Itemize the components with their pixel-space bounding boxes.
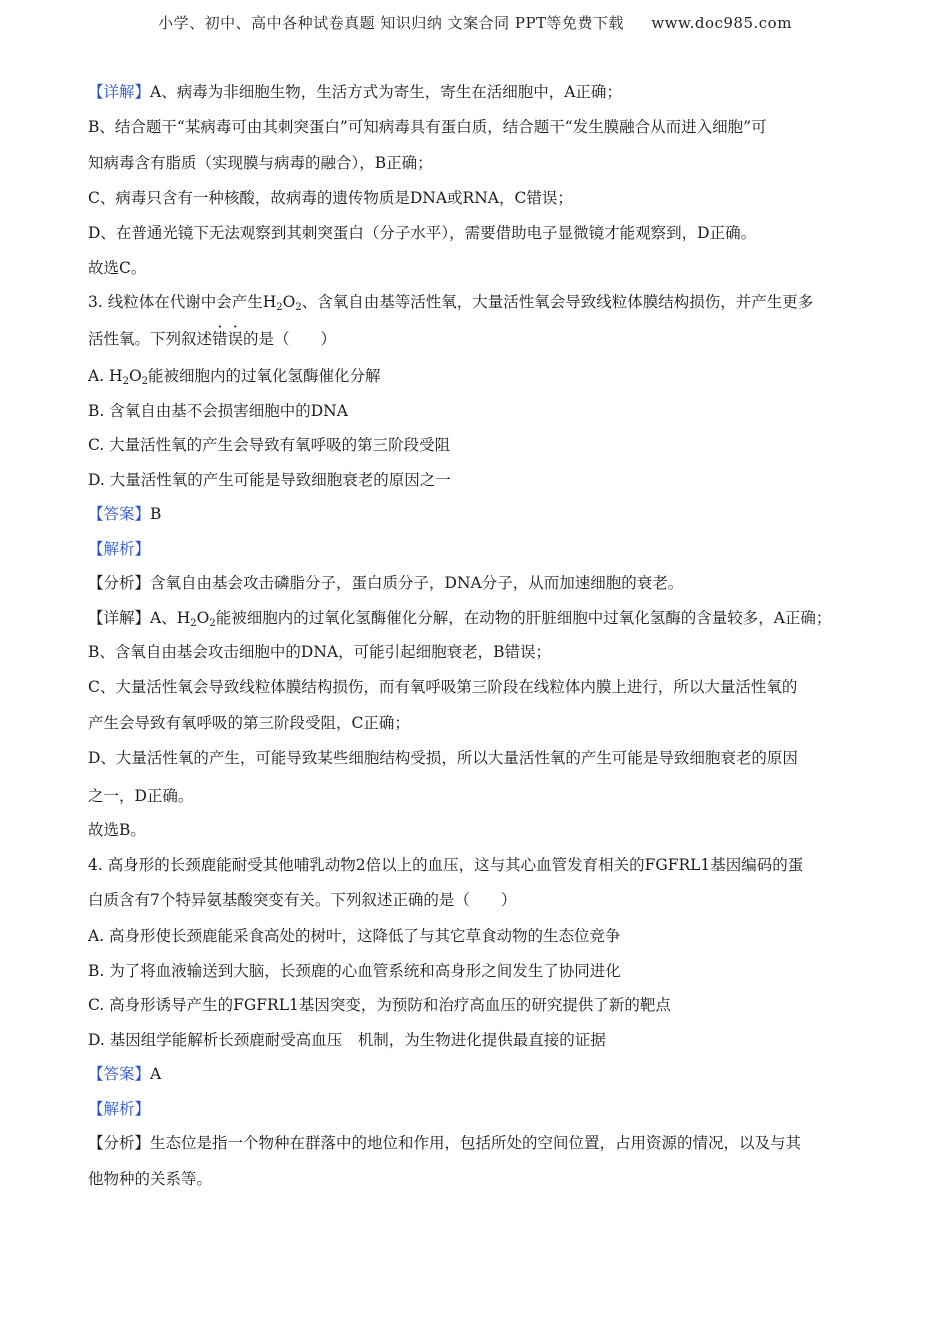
q4-stem-line1: 4. 高身形的长颈鹿能耐受其他哺乳动物2倍以上的血压，这与其心血管发育相关的FGFRL1基因编码的蛋 (88, 856, 804, 874)
q3-stem-line1: 3. 线粒体在代谢中会产生$H_2O_2$、含氧自由基等活性氧，大量活性氧会导致线粒体膜结构损伤，并产生更多 (88, 293, 814, 313)
header-site-url[interactable]: www.doc985.com (651, 14, 792, 32)
q3-detail-d-line2: 之一，D正确。 (88, 787, 194, 805)
q4-fenxi-line1: 【分析】生态位是指一个物种在群落中的地位和作用，包括所处的空间位置，占用资源的情况，以及与其 (88, 1134, 802, 1152)
q2-detail-b-line1: B、结合题干“某病毒可由其刺突蛋白”可知病毒具有蛋白质，结合题干“发生膜融合从而进入细胞”可 (88, 118, 767, 136)
emphasis-char: 误 (227, 330, 244, 348)
q3-detail-a: 【详解】A、$H_2O_2$能被细胞内的过氧化氢酶催化分解，在动物的肝脏细胞中过氧化氢酶的含量较多，A正确； (88, 609, 832, 629)
answer-label: 【答案】 (88, 505, 151, 523)
page-header (0, 12, 950, 33)
q4-option-d: D. 基因组学能解析长颈鹿耐受高血压 机制，为生物进化提供最直接的证据 (88, 1031, 606, 1049)
q3-detail-c-line2: 产生会导致有氧呼吸的第三阶段受阻，C正确； (88, 714, 410, 732)
q4-stem-line2: 白质含有7个特异氨基酸突变有关。下列叙述正确的是（ ） (88, 891, 517, 909)
q2-detail-c: C、病毒只含有一种核酸，故病毒的遗传物质是DNA或RNA，C错误； (88, 189, 573, 207)
q3-detail-c-line1: C、大量活性氧会导致线粒体膜结构损伤，而有氧呼吸第三阶段在线粒体内膜上进行，所以大量活性氧的 (88, 678, 798, 696)
q4-option-b: B. 为了将血液输送到大脑，长颈鹿的心血管系统和高身形之间发生了协同进化 (88, 962, 621, 980)
q4-option-a: A. 高身形使长颈鹿能采食高处的树叶，这降低了与其它草食动物的生态位竞争 (88, 927, 621, 945)
q3-answer: 【答案】B (88, 505, 162, 523)
q3-fenxi: 【分析】含氧自由基会攻击磷脂分子，蛋白质分子，DNA分子，从而加速细胞的衰老。 (88, 574, 684, 592)
q3-option-b: B. 含氧自由基不会损害细胞中的DNA (88, 402, 348, 420)
q3-option-a: A. $H_2O_2$能被细胞内的过氧化氢酶催化分解 (88, 367, 381, 387)
q3-option-d: D. 大量活性氧的产生可能是导致细胞衰老的原因之一 (88, 471, 451, 489)
q3-option-c: C. 大量活性氧的产生会导致有氧呼吸的第三阶段受阻 (88, 436, 451, 454)
q2-conclusion: 故选C。 (88, 259, 147, 277)
q2-detail-b-line2: 知病毒含有脂质（实现膜与病毒的融合），B正确； (88, 154, 433, 172)
q4-option-c: C. 高身形诱导产生的FGFRL1基因突变，为预防和治疗高血压的研究提供了新的靶点 (88, 996, 671, 1014)
q3-stem-line2: 活性氧。下列叙述错误的是（ ） (88, 330, 337, 348)
q2-detail-d: D、在普通光镜下无法观察到其刺突蛋白（分子水平），需要借助电子显微镜才能观察到，D正确。 (88, 224, 757, 242)
answer-label: 【答案】 (88, 1065, 151, 1083)
detail-label: 【详解】 (88, 83, 151, 101)
header-text: 小学、初中、高中各种试卷真题 知识归纳 文案合同 PPT等免费下载 (158, 14, 625, 32)
q3-conclusion: 故选B。 (88, 821, 146, 839)
q2-detail-a: 【详解】A、病毒为非细胞生物，生活方式为寄生，寄生在活细胞中，A正确； (88, 83, 622, 101)
q3-detail-b: B、含氧自由基会攻击细胞中的DNA，可能引起细胞衰老，B错误； (88, 643, 551, 661)
q3-detail-d-line1: D、大量活性氧的产生，可能导致某些细胞结构受损，所以大量活性氧的产生可能是导致细胞衰老的原因 (88, 749, 798, 767)
q4-fenxi-line2: 他物种的关系等。 (88, 1170, 213, 1188)
emphasis-char: 错 (212, 330, 228, 348)
q4-answer: 【答案】A (88, 1065, 162, 1083)
q3-analysis-label: 【解析】 (88, 540, 151, 558)
q4-analysis-label: 【解析】 (88, 1100, 151, 1118)
